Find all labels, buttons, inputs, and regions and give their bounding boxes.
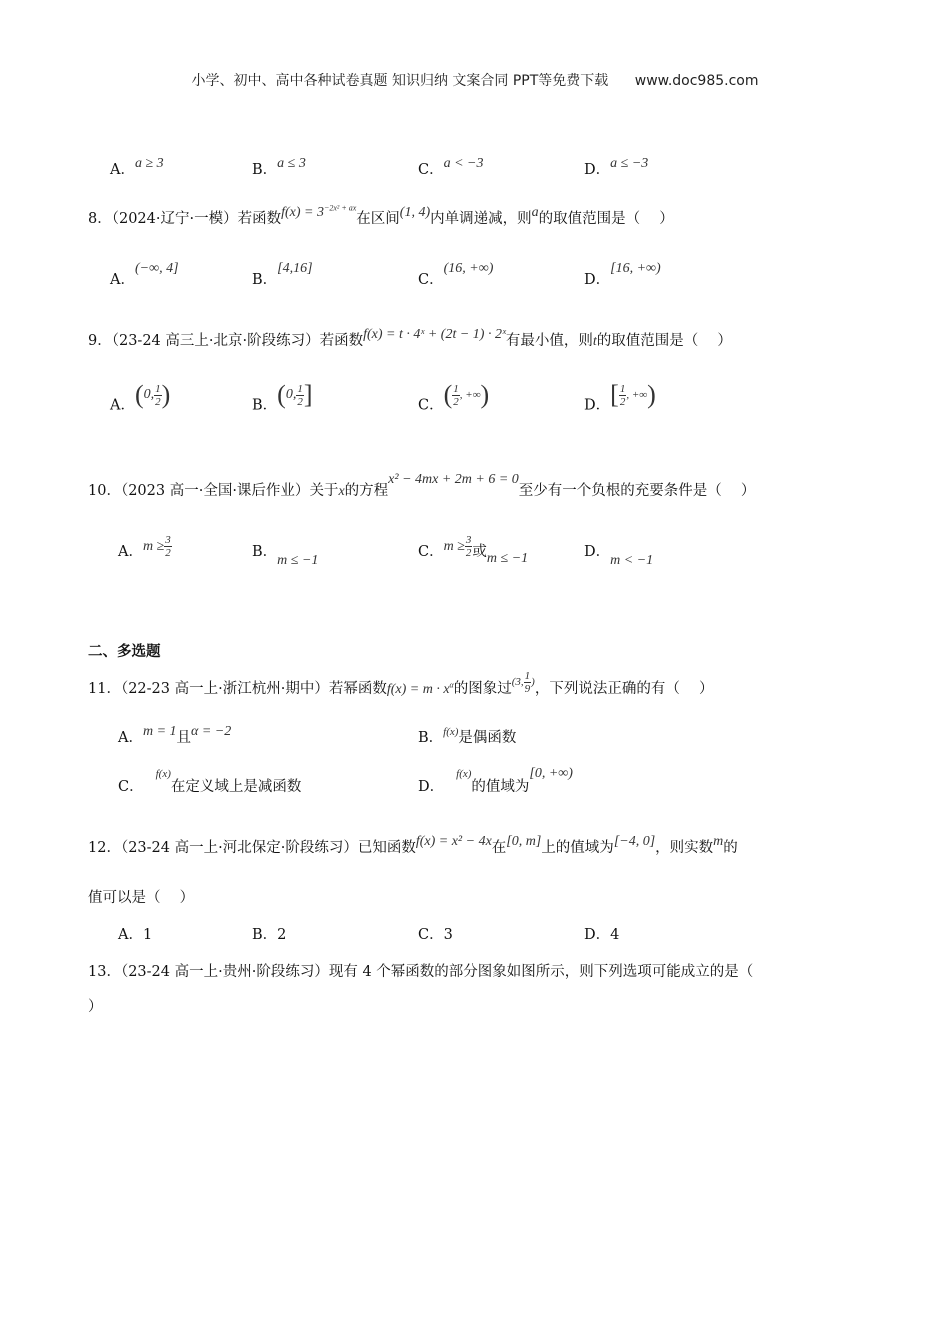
page-header — [0, 70, 950, 90]
question-13: 13．（23-24 高一上·贵州·阶段练习）现有 4 个幂函数的部分图象如图所示，则下列选项可能成立的是（ — [88, 964, 754, 980]
question-9: 9．（23-24 高三上·北京·阶段练习）若函数f(x) = t · 4ˣ + (2t − 1) · 2ˣ有最小值，则t的取值范围是（ ） — [88, 327, 732, 349]
q8-option-a: A．(−∞, 4] — [110, 261, 179, 288]
question-10: 10．（2023 高一·全国·课后作业）关于x的方程x² − 4mx + 2m + 6 = 0至少有一个负根的充要条件是（ ） — [88, 472, 756, 499]
q11-option-b: B．$^{f(x)}$是偶函数 — [418, 726, 517, 746]
q8-option-c: C．(16, +∞) — [418, 261, 494, 288]
q12-function: f(x) = x² − 4x — [415, 834, 492, 849]
q11-option-c: C．$^{f(x)}$在定义域上是减函数 — [118, 768, 302, 795]
q12-option-a: A．1 — [118, 927, 153, 943]
q10-option-b: B．m ≤ −1 — [252, 544, 319, 568]
q11-option-a: A．m = 1且α = −2 — [118, 724, 232, 746]
q9-option-b: B．(0, $\frac{1}{2}$ ] — [252, 380, 313, 414]
q10-equation: x² − 4mx + 2m + 6 = 0 — [388, 472, 519, 487]
q10-option-c: C．m ≥ $\frac{3}{2}$ 或m ≤ −1 — [418, 534, 529, 566]
q12-option-c: C．3 — [418, 927, 453, 943]
q9-function: f(x) = t · 4ˣ + (2t − 1) · 2ˣ — [363, 327, 506, 342]
q12-option-b: B．2 — [252, 927, 287, 943]
q8-option-b: B．[4,16] — [252, 261, 313, 288]
q7-option-b: B．a ≤ 3 — [252, 156, 306, 178]
question-13-line2: ） — [88, 999, 103, 1015]
q8-function: $f(x) = 3^{-2x^2 + ax}$ — [281, 203, 357, 220]
question-11: 11．（22-23 高一上·浙江杭州·期中）若幂函数$f(x) = m \cdot x^\alpha$的图象过$^{(3, \frac{1}{9} )}$，下列说法正确的有（ ） — [88, 669, 714, 697]
q8-option-d: D．[16, +∞) — [584, 261, 661, 288]
q7-option-d: D．a ≤ −3 — [584, 156, 649, 178]
q9-option-d: D．[ $\frac{1}{2}$ , +∞) — [584, 380, 656, 414]
question-8: 8．（2024·辽宁·一模）若函数$f(x) = 3^{-2x^2 + ax}$在区间(1, 4)内单调递减，则a的取值范围是（ ） — [88, 203, 674, 227]
q7-option-c: C．a < −3 — [418, 156, 484, 178]
header-text: 小学、初中、高中各种试卷真题 知识归纳 文案合同 PPT等免费下载 — [191, 73, 609, 89]
q10-option-d: D．m < −1 — [584, 544, 654, 568]
header-site: www.doc985.com — [634, 73, 759, 89]
q9-option-c: C．( $\frac{1}{2}$ , +∞) — [418, 380, 490, 414]
q9-option-a: A．(0, $\frac{1}{2}$ ) — [110, 380, 171, 414]
q7-option-a: A．a ≥ 3 — [110, 156, 164, 178]
q11-option-d: D．$^{f(x)}$的值域为[0, +∞) — [418, 766, 573, 795]
q11-function: $f(x) = m \cdot x^\alpha$ — [386, 680, 454, 697]
q12-option-d: D．4 — [584, 927, 620, 943]
question-12-line2: 值可以是（ ） — [88, 890, 195, 906]
section-title: 二、多选题 — [88, 644, 161, 660]
q10-option-a: A．m ≥ $\frac{3}{2}$ — [118, 534, 171, 560]
question-12: 12．（23-24 高一上·河北保定·阶段练习）已知函数f(x) = x² − 4x在[0, m]上的值域为[−4, 0]，则实数m的 — [88, 834, 738, 856]
